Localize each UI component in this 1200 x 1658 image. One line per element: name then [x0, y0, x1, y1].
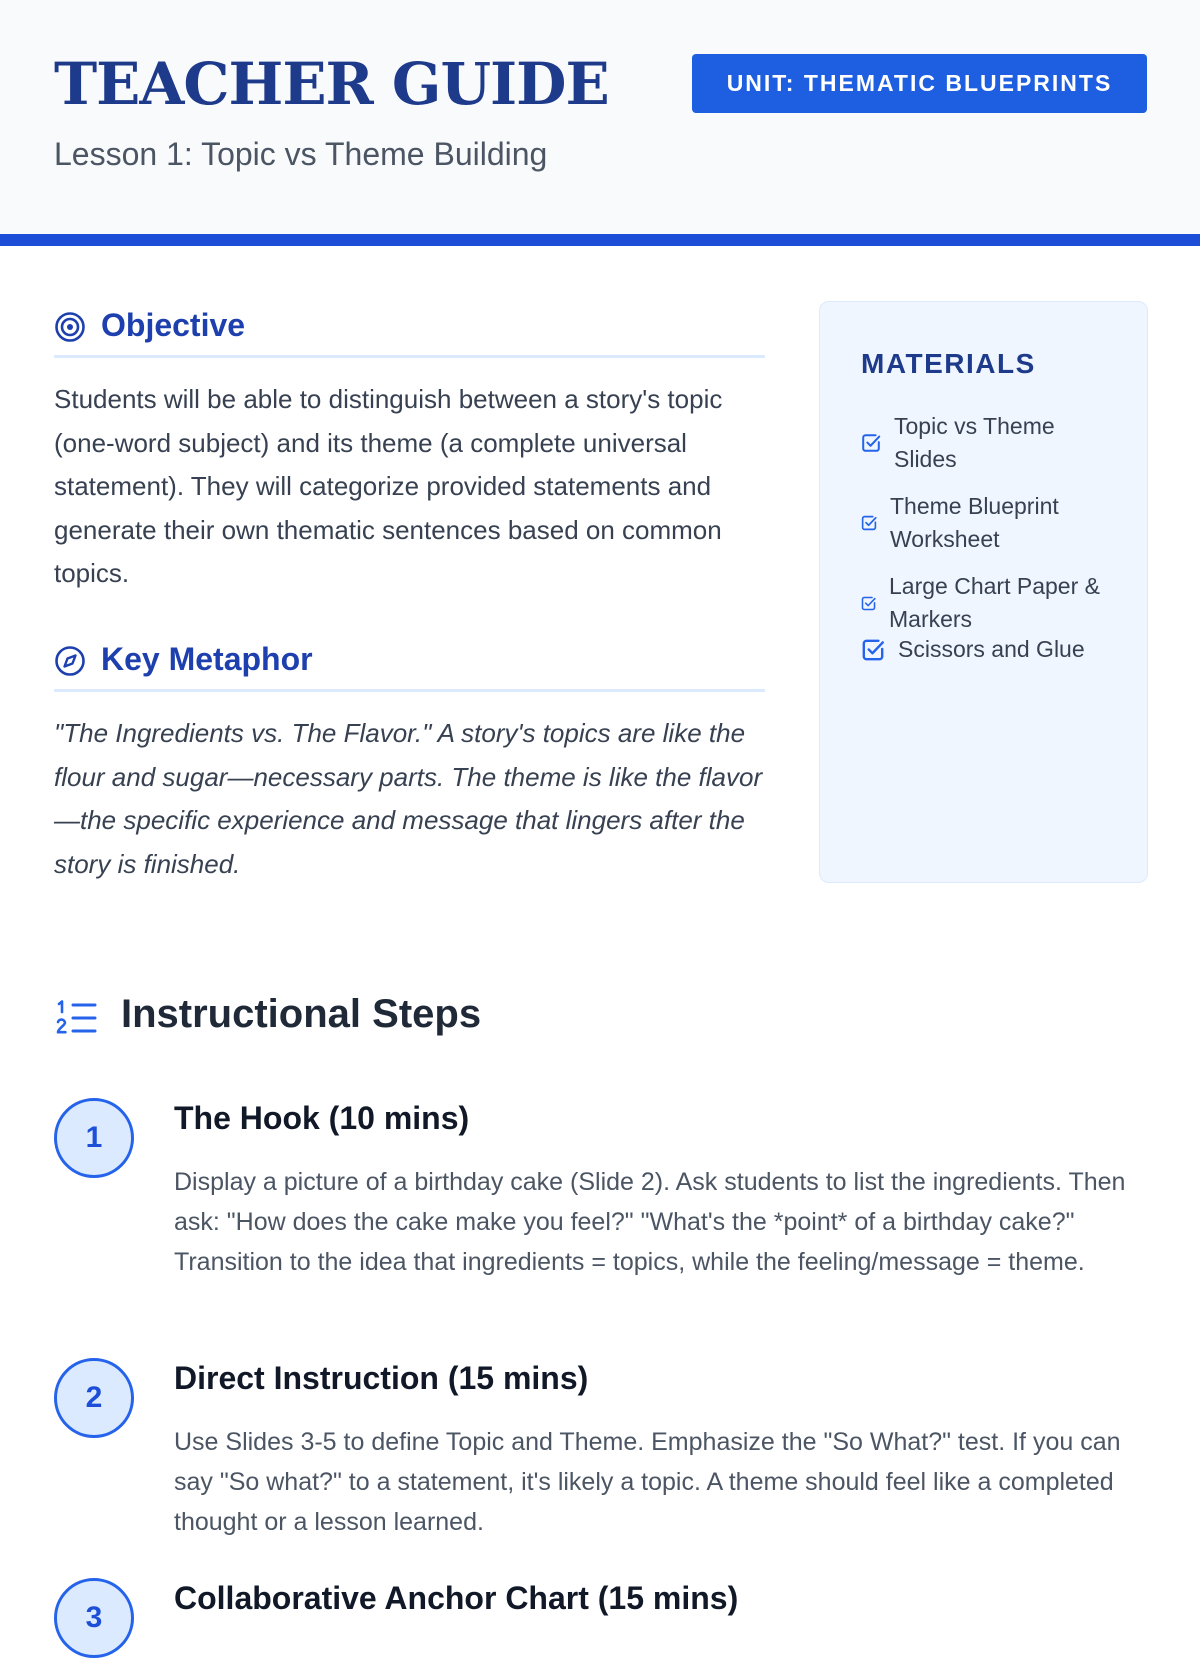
step-title: The Hook (10 mins): [174, 1100, 470, 1136]
metaphor-title: Key Metaphor: [101, 641, 313, 677]
materials-title: MATERIALS: [861, 348, 1036, 379]
step-body: Use Slides 3-5 to define Topic and Theme. Emphasize the "So What?" test. If you can say "So what?" to a statement, it's likely a topic. A theme should feel like a completed thought or a lesson learned.: [174, 1428, 1121, 1536]
lesson-subtitle: Lesson 1: Topic vs Theme Building: [54, 136, 548, 172]
step-number-badge: 2: [54, 1358, 134, 1438]
material-label: Scissors and Glue: [898, 636, 1085, 662]
material-item: [860, 570, 1120, 636]
metaphor-heading: [54, 637, 765, 692]
material-label: Theme Blueprint Worksheet: [890, 493, 1059, 552]
step-title: Direct Instruction (15 mins): [174, 1360, 589, 1396]
material-label: Topic vs Theme Slides: [894, 413, 1055, 472]
steps-title: Instructional Steps: [121, 992, 482, 1036]
checkbox-icon: [860, 595, 877, 612]
step-number-badge: 1: [54, 1098, 134, 1178]
target-icon: [54, 311, 86, 343]
checkbox-icon: [860, 432, 882, 454]
steps-heading: [56, 992, 756, 1042]
materials-panel: [819, 301, 1148, 883]
objective-heading: [54, 303, 765, 358]
material-item: [860, 410, 1120, 476]
guide-header: [0, 0, 1200, 246]
checkbox-icon: [860, 637, 886, 663]
unit-badge: UNIT: THEMATIC BLUEPRINTS: [692, 54, 1147, 113]
material-item: [860, 633, 1120, 666]
numbered-list-icon: [56, 998, 98, 1038]
step-number-badge: 3: [54, 1578, 134, 1658]
metaphor-text: "The Ingredients vs. The Flavor." A story's topics are like the flour and sugar—necessary parts. The theme is like the flavor—the specific experience and message that lingers after the story is finished.: [54, 718, 763, 879]
material-label: Large Chart Paper & Markers: [889, 573, 1100, 632]
page-title: TEACHER GUIDE: [54, 50, 609, 118]
step-title: Collaborative Anchor Chart (15 mins): [174, 1580, 739, 1616]
compass-icon: [54, 645, 86, 677]
material-item: [860, 490, 1120, 556]
objective-text: Students will be able to distinguish between a story's topic (one-word subject) and its theme (a complete universal statement). They will categorize provided statements and generate their own thematic sentences based on common topics.: [54, 384, 723, 588]
step-body: Display a picture of a birthday cake (Slide 2). Ask students to list the ingredients. Then ask: "How does the cake make you feel?" "What's the *point* of a birthday cake?" Transition to the idea that ingredients = topics, while the feeling/message = theme.: [174, 1168, 1126, 1276]
objective-title: Objective: [101, 307, 246, 343]
checkbox-icon: [860, 514, 878, 532]
